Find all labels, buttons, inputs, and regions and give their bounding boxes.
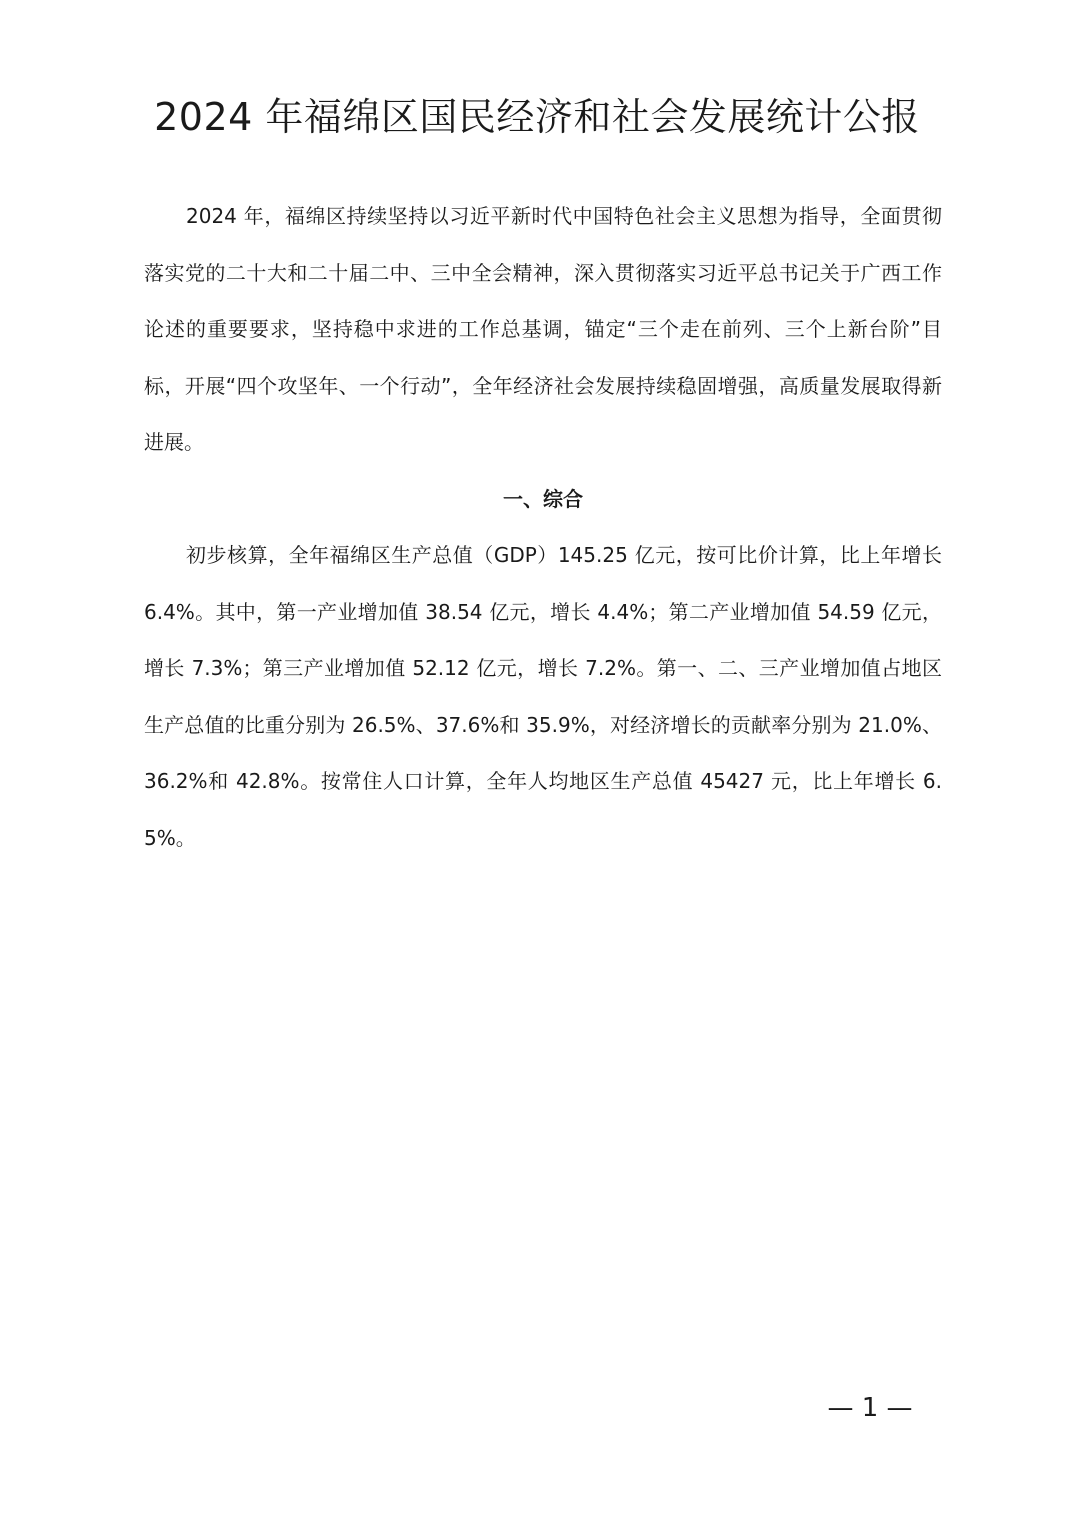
document-body bbox=[144, 188, 942, 866]
section-paragraph-overview: 初步核算，全年福绵区生产总值（GDP）145.25 亿元，按可比价计算，比上年增长 6.4%。其中，第一产业增加值 38.54 亿元，增长 4.4%；第二产业增加值 54.59 亿元，增长 7.3%；第三产业增加值 52.12 亿元，增长 7.2%。第一、二、三产业增加值占地区生产总值的比重分别为 26.5%、37.6%和 35.9%，对经济增长的贡献率分别为 21.0%、36.2%和 42.8%。按常住人口计算，全年人均地区生产总值 45427 元，比上年增长 6.5%。 bbox=[144, 543, 942, 850]
section-heading-overview: 一、综合 bbox=[503, 486, 583, 511]
intro-paragraph: 2024 年，福绵区持续坚持以习近平新时代中国特色社会主义思想为指导，全面贯彻落实党的二十大和二十届二中、三中全会精神，深入贯彻落实习近平总书记关于广西工作论述的重要要求，坚持稳中求进的工作总基调，锚定“三个走在前列、三个上新台阶”目标，开展“四个攻坚年、一个行动”，全年经济社会发展持续稳固增强，高质量发展取得新进展。 bbox=[144, 204, 942, 454]
document-title: 2024 年福绵区国民经济和社会发展统计公报 bbox=[154, 95, 920, 139]
page-number: — 1 — bbox=[827, 1393, 913, 1423]
